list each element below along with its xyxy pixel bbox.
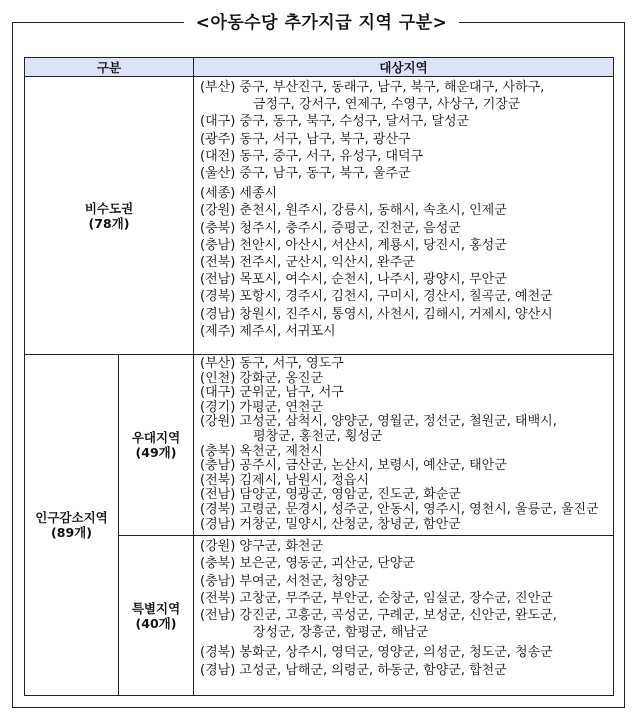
province-tag: (강원) <box>200 414 236 430</box>
region-line <box>200 165 607 182</box>
province-tag: (전북) <box>200 590 236 606</box>
region-line <box>200 202 607 219</box>
district-list: 거창군, 밀양시, 산청군, 창녕군, 함안군 <box>239 516 461 532</box>
special-count: (40개) <box>135 615 177 631</box>
district-list: 중구, 부산진구, 동래구, 남구, 북구, 해운대구, 사하구, <box>239 80 545 95</box>
province-tag: (충남) <box>200 237 236 253</box>
district-list: 보은군, 영동군, 괴산군, 단양군 <box>239 556 415 572</box>
district-list: 금정구, 강서구, 연제구, 수영구, 사상구, 기장군 <box>253 97 521 113</box>
region-line <box>200 590 607 607</box>
header-regions: 대상지역 <box>194 58 614 77</box>
district-list: 동구, 서구, 남구, 북구, 광산구 <box>239 131 411 147</box>
district-list: 평창군, 홍천군, 횡성군 <box>253 428 383 444</box>
district-list: 고창군, 무주군, 부안군, 순창군, 임실군, 장수군, 진안군 <box>239 590 553 606</box>
district-list: 고성군, 삼척시, 양양군, 영월군, 정선군, 철원군, 태백시, <box>239 414 557 430</box>
district-list: 봉화군, 상주시, 영덕군, 영양군, 의성군, 청도군, 청송군 <box>239 645 553 661</box>
province-tag: (울산) <box>200 166 236 182</box>
special-regions <box>194 536 614 696</box>
province-tag: (세종) <box>200 186 236 202</box>
region-line <box>200 220 607 237</box>
non-capital-label-cell <box>25 77 194 355</box>
province-tag: (경남) <box>200 306 236 322</box>
province-tag: (경북) <box>200 289 236 305</box>
region-line <box>200 372 607 387</box>
province-tag: (대구) <box>200 385 236 401</box>
province-tag: (강원) <box>200 539 236 555</box>
region-line <box>200 271 607 288</box>
preferential-label: 우대지역 <box>131 430 181 446</box>
district-list: 강화군, 옹진군 <box>239 370 324 386</box>
region-line <box>200 357 607 372</box>
district-list: 포항시, 경주시, 김천시, 구미시, 경산시, 칠곡군, 예천군 <box>239 289 553 305</box>
depopulation-label-cell <box>25 355 119 696</box>
region-line <box>200 113 607 130</box>
region-line <box>200 607 607 624</box>
province-tag: (인천) <box>200 370 236 386</box>
district-list: 강진군, 고흥군, 곡성군, 구례군, 보성군, 신안군, 완도군, <box>239 607 557 623</box>
district-list: 천안시, 아산시, 서산시, 계룡시, 당진시, 홍성군 <box>239 237 507 253</box>
province-tag: (경기) <box>200 399 236 415</box>
special-label: 특별지역 <box>131 600 181 616</box>
district-list: 부여군, 서천군, 청양군 <box>239 573 369 589</box>
non-capital-count: (78개) <box>88 215 130 231</box>
region-line <box>200 323 607 340</box>
province-tag: (전남) <box>200 487 236 503</box>
region-line <box>200 148 607 165</box>
province-tag: (충북) <box>200 220 236 236</box>
province-tag: (경북) <box>200 645 236 661</box>
province-tag: (광주) <box>200 131 236 147</box>
province-tag: (대구) <box>200 114 236 130</box>
region-line <box>200 430 607 445</box>
district-list: 전주시, 군산시, 익산시, 완주군 <box>239 255 415 271</box>
region-line <box>200 518 607 533</box>
region-line <box>200 555 607 572</box>
district-list: 춘천시, 원주시, 강릉시, 동해시, 속초시, 인제군 <box>239 203 507 219</box>
region-line <box>200 624 607 641</box>
header-row <box>25 58 614 77</box>
region-line <box>200 488 607 503</box>
region-line <box>200 386 607 401</box>
preferential-label-cell <box>119 355 194 536</box>
province-tag: (충북) <box>200 556 236 572</box>
province-tag: (부산) <box>200 80 236 95</box>
region-line <box>200 415 607 430</box>
region-line <box>200 662 607 679</box>
region-line <box>200 288 607 305</box>
region-line <box>200 237 607 254</box>
row-preferential <box>25 355 614 536</box>
header-category: 구분 <box>25 58 194 77</box>
district-list: 고령군, 문경시, 성주군, 안동시, 영주시, 영천시, 울릉군, 울진군 <box>239 501 599 517</box>
province-tag: (경남) <box>200 662 236 678</box>
province-tag: (강원) <box>200 203 236 219</box>
district-list: 중구, 동구, 북구, 수성구, 달서구, 달성군 <box>239 114 470 130</box>
province-tag: (전남) <box>200 272 236 288</box>
district-list: 담양군, 영광군, 영암군, 진도군, 화순군 <box>239 487 461 503</box>
province-tag: (충북) <box>200 443 236 459</box>
region-line <box>200 503 607 518</box>
depopulation-label: 인구감소지역 <box>35 510 108 526</box>
province-tag: (전북) <box>200 255 236 271</box>
non-capital-label: 비수도권 <box>84 200 134 216</box>
province-tag: (충남) <box>200 458 236 474</box>
province-tag: (경남) <box>200 516 236 532</box>
region-table <box>24 57 614 696</box>
district-list: 창원시, 진주시, 통영시, 사천시, 김해시, 거제시, 양산시 <box>239 306 553 322</box>
title-bar <box>0 8 643 33</box>
region-line <box>200 306 607 323</box>
province-tag: (전남) <box>200 607 236 623</box>
district-list: 고성군, 남해군, 의령군, 하동군, 함양군, 합천군 <box>239 662 507 678</box>
preferential-count: (49개) <box>135 445 177 461</box>
region-line <box>200 131 607 148</box>
preferential-regions <box>194 355 614 536</box>
province-tag: (부산) <box>200 356 236 371</box>
district-list: 동구, 중구, 서구, 유성구, 대덕구 <box>239 148 424 164</box>
region-line <box>200 254 607 271</box>
province-tag: (제주) <box>200 323 236 339</box>
non-capital-regions <box>194 77 614 355</box>
region-line <box>200 644 607 661</box>
row-non-capital <box>25 77 614 355</box>
district-list: 중구, 남구, 동구, 북구, 울주군 <box>239 166 411 182</box>
district-list: 옥천군, 제천시 <box>239 443 324 459</box>
district-list: 김제시, 남원시, 정읍시 <box>239 472 369 488</box>
district-list: 동구, 서구, 영도구 <box>239 356 344 371</box>
province-tag: (전북) <box>200 472 236 488</box>
district-list: 청주시, 충주시, 증평군, 진천군, 음성군 <box>239 220 461 236</box>
region-line <box>200 79 607 96</box>
district-list: 군위군, 남구, 서구 <box>239 385 344 401</box>
district-list: 양구군, 화천군 <box>239 539 324 555</box>
district-list: 목포시, 여수시, 순천시, 나주시, 광양시, 무안군 <box>239 272 507 288</box>
province-tag: (경북) <box>200 501 236 517</box>
district-list: 제주시, 서귀포시 <box>239 323 336 339</box>
province-tag: (충남) <box>200 573 236 589</box>
district-list: 가평군, 연천군 <box>239 399 324 415</box>
region-line <box>200 538 607 555</box>
region-line <box>200 445 607 460</box>
region-line <box>200 573 607 590</box>
province-tag: (대전) <box>200 148 236 164</box>
region-line <box>200 185 607 202</box>
district-list: 공주시, 금산군, 논산시, 보령시, 예산군, 태안군 <box>239 458 507 474</box>
page-title: <아동수당 추가지급 지역 구분> <box>184 8 460 33</box>
depopulation-count: (89개) <box>51 525 92 541</box>
region-line <box>200 459 607 474</box>
special-label-cell <box>119 536 194 696</box>
region-line <box>200 96 607 113</box>
district-list: 장성군, 장흥군, 함평군, 해남군 <box>253 625 429 641</box>
district-list: 세종시 <box>239 186 278 202</box>
